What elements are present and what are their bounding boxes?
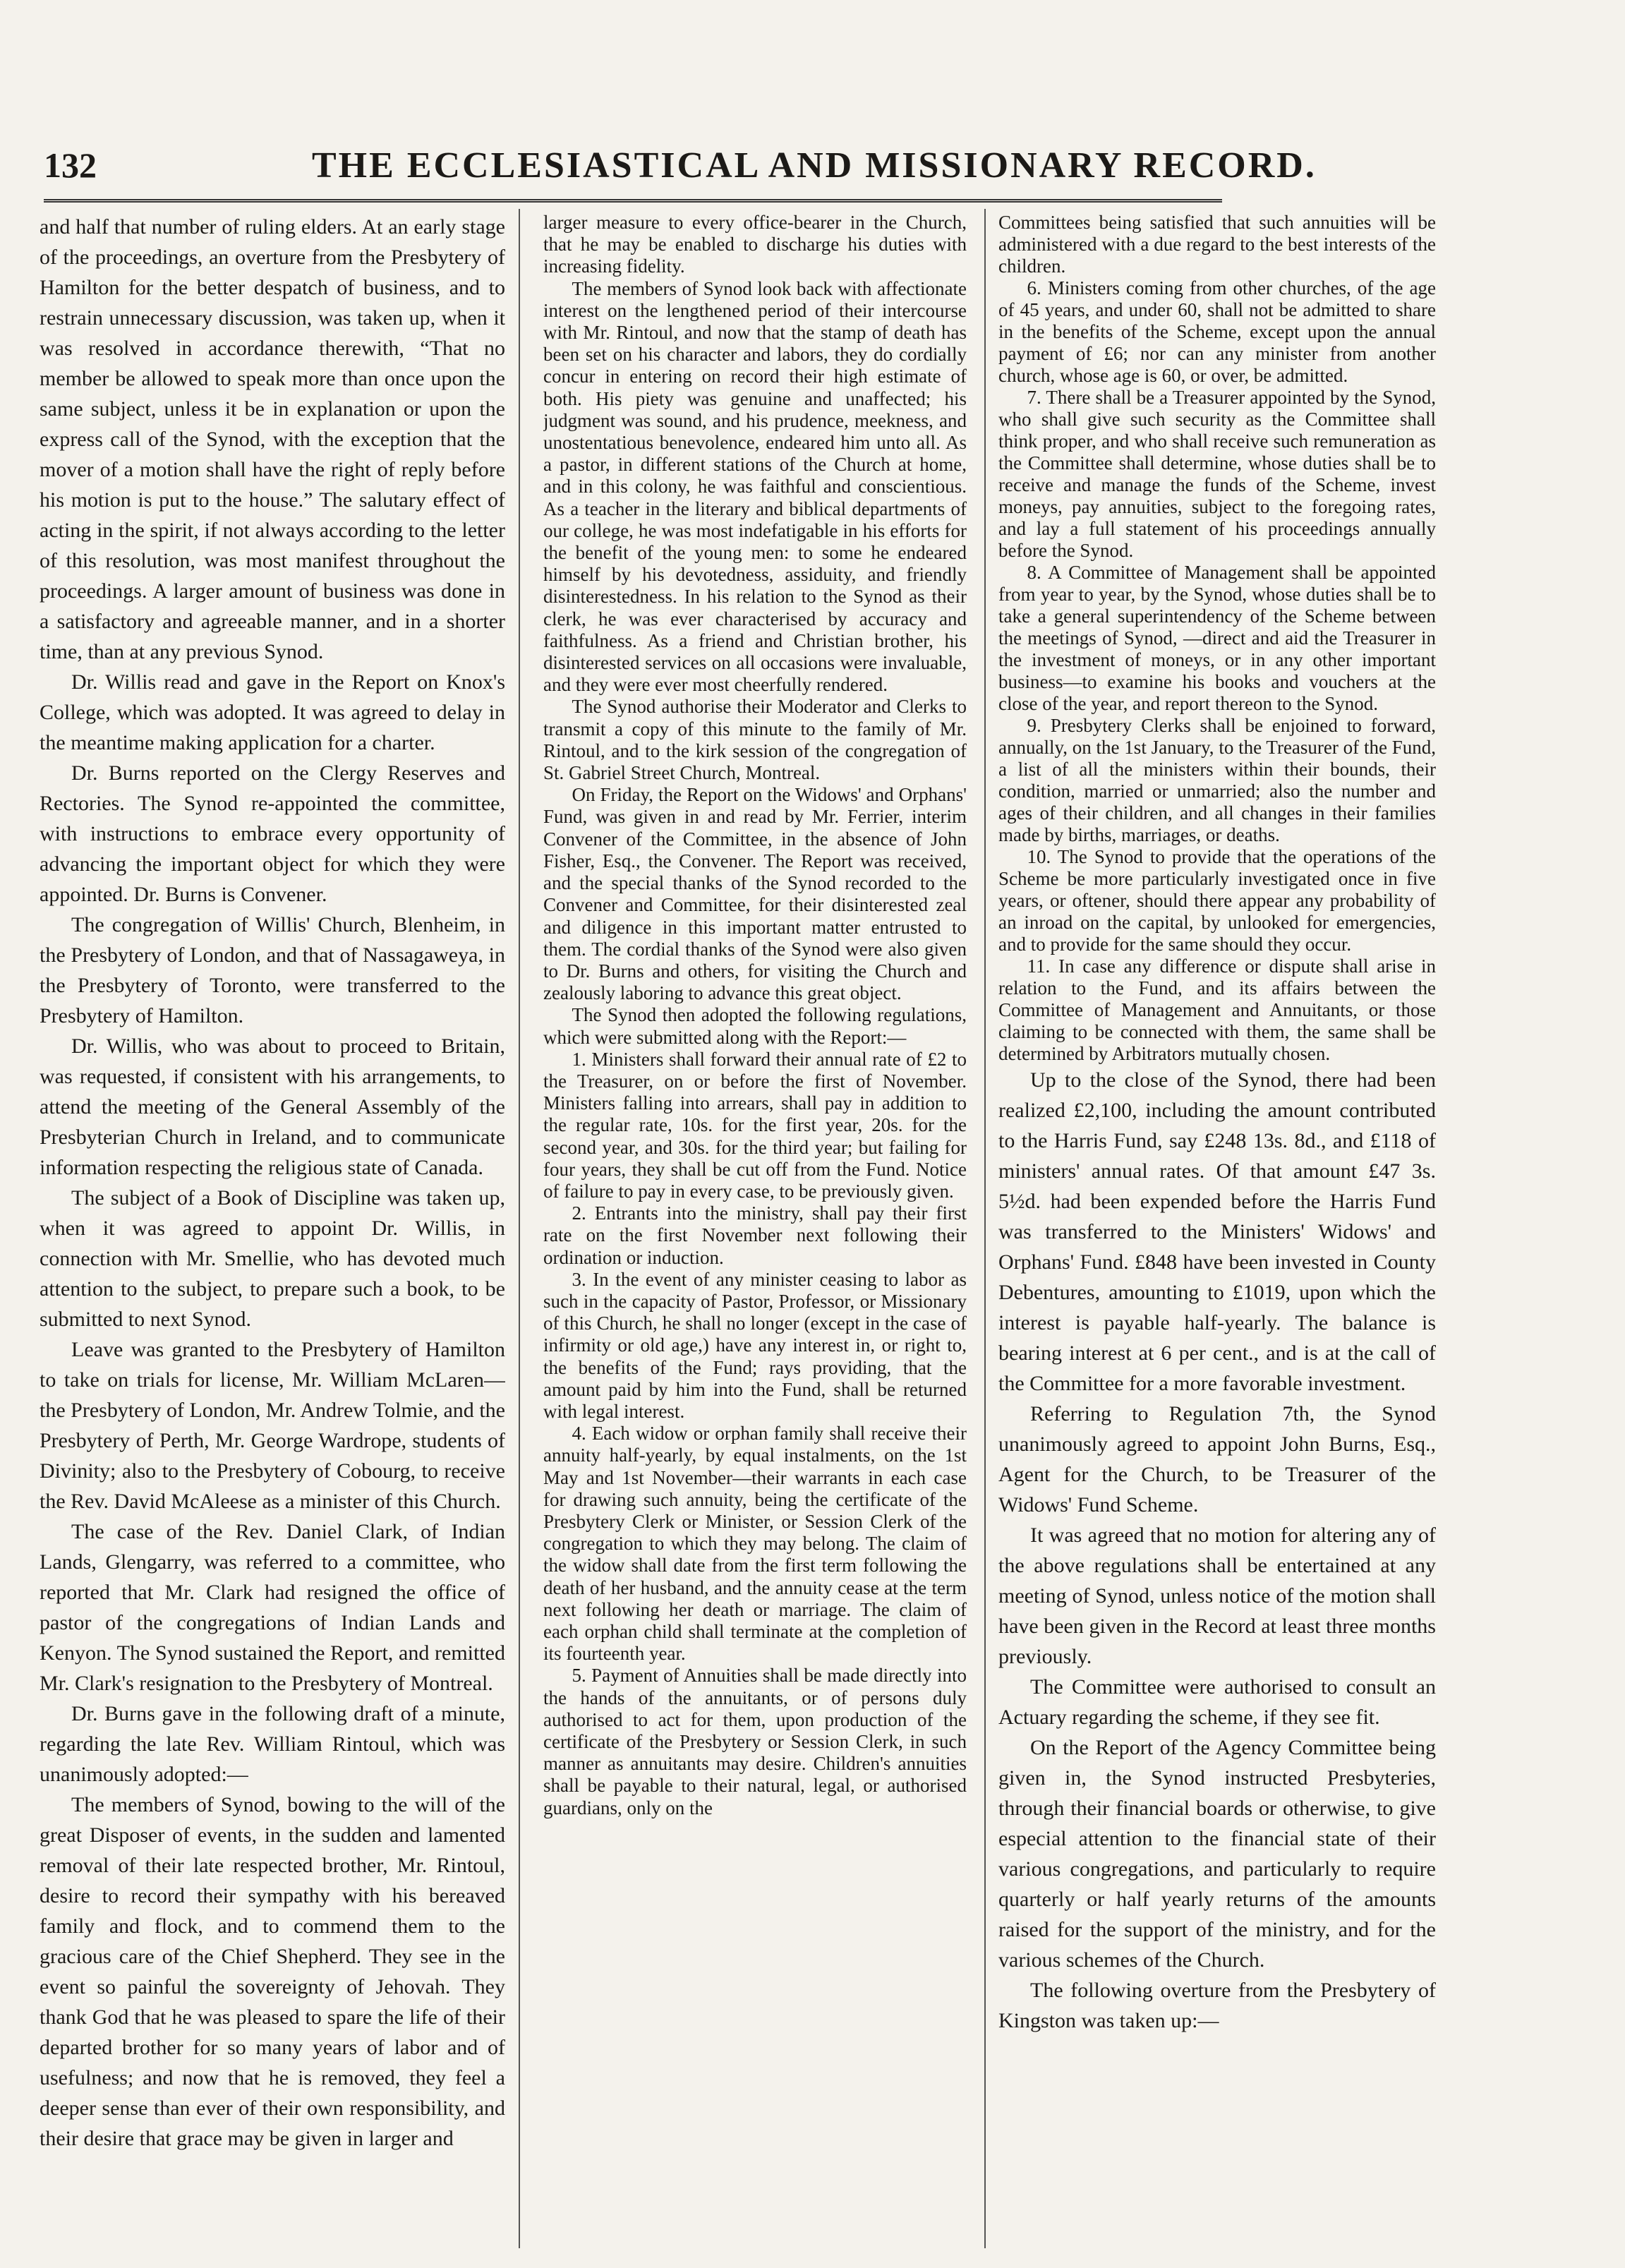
column-divider (984, 209, 986, 2248)
running-title: THE ECCLESIASTICAL AND MISSIONARY RECORD. (312, 145, 1317, 186)
page-number: 132 (44, 145, 97, 185)
paragraph: Dr. Willis read and gave in the Report on Knox's College, which was adopted. It was agreed to delay in the meantime making application for a charter. (40, 670, 505, 754)
paragraph: 6. Ministers coming from other churches, of the age of 45 years, and under 60, shall not be admitted to share in the benefits of the Scheme, except upon the annual payment of £6; nor can any minister from another church, whose age is 60, or over, be admitted. (998, 277, 1436, 386)
paragraph: Leave was granted to the Presbytery of Hamilton to take on trials for license, Mr. William McLaren—the Presbytery of London, Mr. Andrew Tolmie, and the Presbytery of Perth, Mr. George Wardrope, students of Divinity; also to the Presbytery of Cobourg, to receive the Rev. David McAleese as a minister of this Church. (40, 1338, 505, 1513)
paragraph: The following overture from the Presbytery of Kingston was taken up:— (998, 1979, 1436, 2032)
header-rule (44, 199, 1222, 203)
paragraph: The congregation of Willis' Church, Blenheim, in the Presbytery of London, and that of Nassagaweya, in the Presbytery of Toronto, were transferred to the Presbytery of Hamilton. (40, 913, 505, 1027)
paragraph: 5. Payment of Annuities shall be made directly into the hands of the annuitants, or of persons duly authorised to act for them, upon production of the certificate of the Presbytery or Session Clerk, in such manner as annuitants may desire. Children's annuities shall be payable to their natural, legal, or authorised guardians, only on the (543, 1665, 967, 1818)
paragraph: The members of Synod, bowing to the will of the great Disposer of events, in the sudden and lamented removal of their late respected brother, Mr. Rintoul, desire to record their sympathy with his bereaved family and flock, and to commend them to the gracious care of the Chief Shepherd. They see in the event so painful the sovereignty of Jehovah. They thank God that he was pleased to spare the life of their departed brother for so many years of labor and of usefulness; and now that he is removed, they feel a deeper sense than ever of their own responsibility, and their desire that grace may be given in larger and (40, 1793, 505, 2150)
paragraph: larger measure to every office-bearer in the Church, that he may be enabled to discharge his duties with increasing fidelity. (543, 212, 967, 277)
paragraph: 11. In case any difference or dispute shall arise in relation to the Fund, and its affairs between the Committee of Management and Annuitants, or those claiming to be connected with them, the same shall be determined by Arbitrators mutually chosen. (998, 955, 1436, 1064)
paragraph: Dr. Willis, who was about to proceed to Britain, was requested, if consistent with his arrangements, to attend the meeting of the General Assembly of the Presbyterian Church in Ireland, and to communicate information respecting the religious state of Canada. (40, 1035, 505, 1179)
paragraph: The subject of a Book of Discipline was taken up, when it was agreed to appoint Dr. Willis, in connection with Mr. Smellie, who has devoted much attention to the subject, to prepare such a book, to be submitted to next Synod. (40, 1186, 505, 1331)
paragraph: Referring to Regulation 7th, the Synod unanimously agreed to appoint John Burns, Esq., Agent for the Church, to be Treasurer of the Widows' Fund Scheme. (998, 1402, 1436, 1516)
paragraph: Committees being satisfied that such annuities will be administered with a due regard to the best interests of the children. (998, 212, 1436, 277)
paragraph: 10. The Synod to provide that the operations of the Scheme be more particularly investigated once in five years, or oftener, should there appear any probability of an inroad on the capital, by unlooked for emergencies, and to provide for the same should they occur. (998, 846, 1436, 955)
paragraph: 8. A Committee of Management shall be appointed from year to year, by the Synod, whose duties shall be to take a general superintendency of the Scheme between the meetings of Synod, —direct and aid the Treasurer in the investment of moneys, or in any other important business—to examine his books and vouchers at the close of the year, and report thereon to the Synod. (998, 562, 1436, 714)
paragraph: The Committee were authorised to consult an Actuary regarding the scheme, if they see fit. (998, 1675, 1436, 1729)
paragraph: The Synod then adopted the following regulations, which were submitted along with the Report:— (543, 1004, 967, 1048)
paragraph: 7. There shall be a Treasurer appointed by the Synod, who shall give such security as the Committee shall think proper, and who shall receive such remuneration as the Committee shall determine, whose duties shall be to receive and manage the funds of the Scheme, invest moneys, pay annuities, subject to the foregoing rates, and lay a full statement of his proceedings annually before the Synod. (998, 387, 1436, 561)
paragraph: On Friday, the Report on the Widows' and Orphans' Fund, was given in and read by Mr. Ferrier, interim Convener of the Committee, in the absence of John Fisher, Esq., the Convener. The Report was received, and the special thanks of the Synod recorded to the Convener and Committee, for their disinterested zeal and diligence in this important matter entrusted to them. The cordial thanks of the Synod were also given to Dr. Burns and others, for visiting the Church and zealously laboring to advance this great object. (543, 784, 967, 1004)
paragraph: It was agreed that no motion for altering any of the above regulations shall be entertained at any meeting of Synod, unless notice of the motion shall have been given in the Record at least three months previously. (998, 1524, 1436, 1668)
paragraph: The case of the Rev. Daniel Clark, of Indian Lands, Glengarry, was referred to a committee, who reported that Mr. Clark had resigned the office of pastor of the congregations of Indian Lands and Kenyon. The Synod sustained the Report, and remitted Mr. Clark's resignation to the Presbytery of Montreal. (40, 1520, 505, 1695)
paragraph: The members of Synod look back with affectionate interest on the lengthened period of their intercourse with Mr. Rintoul, and now that the stamp of death has been set on his character and labors, they do cordially concur in entering on record their high estimate of both. His piety was genuine and unaffected; his judgment was sound, and his prudence, meekness, and unostentatious benevolence, endeared him unto all. As a pastor, in different stations of the Church at home, and in this colony, he was faithful and conscientious. As a teacher in the literary and biblical departments of our college, he was most indefatigable in his efforts for the benefit of the young men: to some he endeared himself by his devotedness, assiduity, and friendly disinterestedness. In his relation to the Synod as their clerk, he was ever characterised by accuracy and faithfulness. As a friend and Christian brother, his disinterested services on all occasions were invaluable, and they were ever most cheerfully rendered. (543, 277, 967, 696)
paragraph: Dr. Burns gave in the following draft of a minute, regarding the late Rev. William Rintoul, which was unanimously adopted:— (40, 1702, 505, 1786)
text-column-1 (40, 212, 505, 2223)
text-column-3 (998, 212, 1436, 2223)
page-header (44, 145, 1317, 194)
paragraph: 9. Presbytery Clerks shall be enjoined to forward, annually, on the 1st January, to the Treasurer of the Fund, a list of all the ministers within their bounds, their condition, married or unmarried; also the number and ages of their children, and all changes in their families made by births, marriages, or deaths. (998, 715, 1436, 845)
text-column-2 (543, 212, 967, 2223)
paragraph: 1. Ministers shall forward their annual rate of £2 to the Treasurer, on or before the first of November. Ministers falling into arrears, shall pay in addition to the regular rate, 10s. for the first year, 20s. for the second year, and 30s. for the third year; but failing for four years, they shall be cut off from the Fund. Notice of failure to pay in every case, to be previously given. (543, 1048, 967, 1202)
paragraph: The Synod authorise their Moderator and Clerks to transmit a copy of this minute to the family of Mr. Rintoul, and to the kirk session of the congregation of St. Gabriel Street Church, Montreal. (543, 696, 967, 784)
column-divider (519, 209, 520, 2248)
paragraph: and half that number of ruling elders. At an early stage of the proceedings, an overture from the Presbytery of Hamilton for the better despatch of business, and to restrain unnecessary discussion, was taken up, when it was resolved in accordance therewith, “That no member be allowed to speak more than once upon the same subject, unless it be in explanation or upon the express call of the Synod, with the exception that the mover of a motion shall have the right of reply before his motion is put to the house.” The salutary effect of acting in the spirit, if not always according to the letter of this resolution, was most manifest throughout the proceedings. A larger amount of business was done in a satisfactory and agreeable manner, and in a shorter time, than at any previous Synod. (40, 215, 505, 663)
paragraph: On the Report of the Agency Committee being given in, the Synod instructed Presbyteries, through their financial boards or otherwise, to give especial attention to the financial state of their various congregations, and particularly to require quarterly or half yearly returns of the amounts raised for the support of the ministry, and for the various schemes of the Church. (998, 1736, 1436, 1972)
paragraph: 2. Entrants into the ministry, shall pay their first rate on the first November next following their ordination or induction. (543, 1202, 967, 1268)
paragraph: Dr. Burns reported on the Clergy Reserves and Rectories. The Synod re-appointed the committee, with instructions to embrace every opportunity of advancing the important object for which they were appointed. Dr. Burns is Convener. (40, 761, 505, 906)
paragraph: Up to the close of the Synod, there had been realized £2,100, including the amount contributed to the Harris Fund, say £248 13s. 8d., and £118 of ministers' annual rates. Of that amount £47 3s. 5½d. had been expended before the Harris Fund was transferred to the Ministers' Widows' and Orphans' Fund. £848 have been invested in County Debentures, amounting to £1019, upon which the interest is payable half-yearly. The balance is bearing interest at 6 per cent., and is at the call of the Committee for a more favorable investment. (998, 1068, 1436, 1395)
paragraph: 4. Each widow or orphan family shall receive their annuity half-yearly, by equal instalments, on the 1st May and 1st November—their warrants in each case for drawing such annuity, being the certificate of the Presbytery Clerk or Minister, or Session Clerk of the congregation to which they may belong. The claim of the widow shall date from the first term following the death of her husband, and the annuity cease at the term next following her death or marriage. The claim of each orphan child shall terminate at the completion of its fourteenth year. (543, 1423, 967, 1665)
paragraph: 3. In the event of any minister ceasing to labor as such in the capacity of Pastor, Professor, or Missionary of this Church, he shall no longer (except in the case of infirmity or old age,) have any interest in, or right to, the benefits of the Fund; rays providing, that the amount paid by him into the Fund, shall be returned with legal interest. (543, 1268, 967, 1422)
